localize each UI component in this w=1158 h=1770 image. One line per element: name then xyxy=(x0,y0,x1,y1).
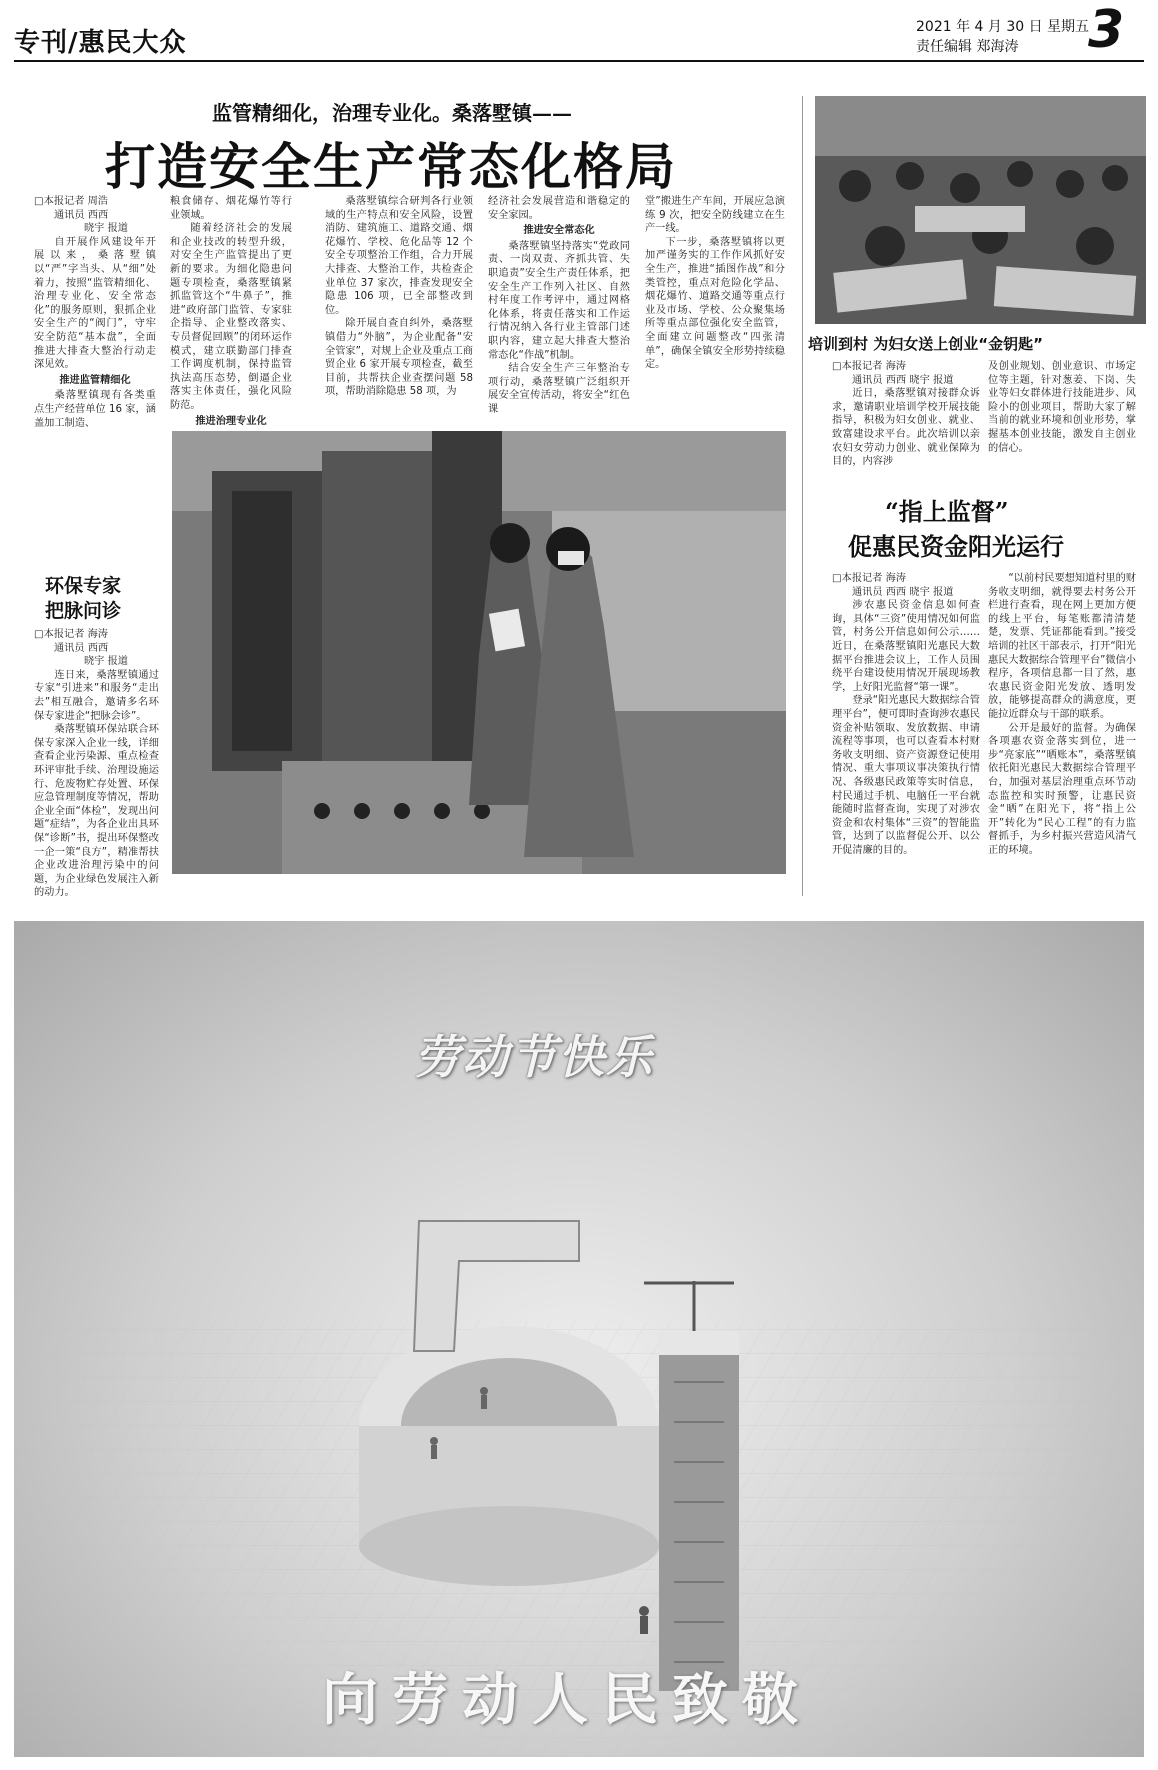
training-column-1 xyxy=(832,360,980,470)
main-subheading-1: 推进监管精细化 xyxy=(59,374,131,386)
main-article-column-5 xyxy=(645,195,785,375)
main-col5-paragraph: 堂”搬进生产车间，开展应急演练 9 次，把安全防线建立在生产一线。 xyxy=(645,196,785,235)
main-col1-paragraph-2: 桑落墅镇现有各类重点生产经营单位 16 家，涵盖加工制造、 xyxy=(34,390,156,429)
main-col1-paragraph: 自开展作风建设年开展以来，桑落墅镇以“严”字当头、从“细”处着力，按照“监管精细化、治理专业化、安全常态化”的服务原则，狠抓企业安全生产的“阀门”，守牢安全防范“基本盘”，全面推进大排查大整治行动走深见效。 xyxy=(34,236,156,371)
training-byline-1: □本报记者 海涛 xyxy=(832,361,906,372)
finger-paragraph-2: 登录“阳光惠民大数据综合管理平台”，便可即时查询涉农惠民资金补贴领取、发放数据、申请流程等事项，也可以查看本村财务收支明细、资产资源登记使用情况、重大事项议事决策执行情况、各级惠民政策等实时信息，村民通过手机、电脑任一平台就能随时监督查询，实现了对涉农资金和农村集体“三资”的智能监管，达到了以监督促公开、以公开促清廉的目的。 xyxy=(832,695,980,856)
environment-byline-2: 通讯员 西西 xyxy=(54,642,109,654)
main-col2-paragraph-2: 随着经济社会的发展和企业技改的转型升级，对安全生产监管提出了更新的要求。为细化隐患问题专项检查，桑落墅镇紧抓监管这个“牛鼻子”，推进“政府部门监管、专家驻企指导、企业整改落实、专员督促回顾”的闭环运作模式，建立联勤部门排查工作调度机制，保持监管执法高压态势，倒逼企业落实主体责任，强化风险防范。 xyxy=(170,223,292,411)
article-kicker: 监管精细化，治理专业化。桑落墅镇—— xyxy=(212,101,572,125)
training-paragraph-1: 近日，桑落墅镇对接群众诉求，邀请职业培训学校开展技能指导，积极为妇女创业、就业、致富建设求平台。此次培训以亲农妇女劳动力创业、就业保障为目的，内容涉 xyxy=(832,388,980,468)
main-col4-paragraph-2: 桑落墅镇坚持落实“党政同责、一岗双责、齐抓共管、失职追责”安全生产责任体系，把安全生产工作列入社区、自然村年度工作考评中，通过网格化体系，将责任落实和工作运行情况纳入各行业主管部门述职内容，建立起大排查大整治常态化“作战”机制。 xyxy=(488,240,630,361)
labor-day-advertisement xyxy=(14,921,1144,1757)
training-photo xyxy=(815,96,1146,324)
finger-paragraph-4: 公开是最好的监督。为确保各项惠农资金落实到位，进一步“亮家底”“晒账本”，桑落墅镇依托阳光惠民大数据综合管理平台，加强对基层治理重点环节动态监控和实时预警，让惠民资金“晒”在阳光下，将“指上公开”转化为“民心工程”的有力监督抓手，为乡村振兴营造风清气正的环境。 xyxy=(988,722,1136,856)
main-col3-paragraph-2: 除开展自查自纠外，桑落墅镇借力“外脑”，为企业配备“安全管家”，对规上企业及重点工商贸企业 6 家开展专项检查，截至目前，共帮扶企业查摆问题 58 项，帮助消除隐患 58 项，为 xyxy=(325,318,473,398)
main-col4-paragraph: 经济社会发展营造和谐稳定的安全家园。 xyxy=(488,196,630,221)
main-article-column-1 xyxy=(34,195,156,429)
article-headline: 打造安全生产常态化格局 xyxy=(105,138,677,196)
main-article-column-4 xyxy=(488,195,630,415)
training-column-2 xyxy=(988,360,1136,470)
environment-column xyxy=(34,628,159,899)
finger-paragraph-3: “以前村民要想知道村里的财务收支明细，就得要去村务公开栏进行查看，现在网上更加方便的线上平台，每笔账都清清楚楚，发票、凭证都能看到。”接受培训的社区干部表示，打开“阳光惠民大数据综合管理平台”微信小程序，各项信息都一目了然，惠农惠民资金阳光发放、透明发放，能够提高群众的满意度，更能拉近群众与干部的联系。 xyxy=(988,573,1136,720)
environment-byline-1: □本报记者 海涛 xyxy=(34,629,108,640)
factory-inspection-photo xyxy=(172,431,786,874)
main-byline-2: 通讯员 西西 xyxy=(54,209,109,221)
main-article-column-3 xyxy=(325,195,473,398)
finger-byline-1: □本报记者 海涛 xyxy=(832,573,906,584)
environment-byline-3: 晓宇 报道 xyxy=(84,656,128,668)
ad-slogan: 向劳动人民致敬 xyxy=(322,1668,812,1733)
header-rule xyxy=(14,60,1144,62)
page-number: 3 xyxy=(1088,0,1125,60)
main-col2-paragraph: 粮食储存、烟花爆竹等行业领域。 xyxy=(170,196,292,221)
page-editor: 责任编辑 郑海涛 xyxy=(916,39,1019,55)
section-name: 专刊/惠民大众 xyxy=(14,28,187,58)
page-date: 2021 年 4 月 30 日 星期五 xyxy=(916,19,1090,35)
main-byline-1: □本报记者 周浩 xyxy=(34,196,108,207)
main-subheading-3: 推进安全常态化 xyxy=(523,225,595,237)
finger-column-1 xyxy=(832,572,980,894)
main-col5-paragraph-2: 下一步，桑落墅镇将以更加严谨务实的工作作风抓好安全生产，推进“插图作战”和分类管控，重点对危险化学品、烟花爆竹、道路交通等重点行业及市场、学校、公众聚集场所等重点部位强化安全监管，全面建立问题整改“四张清单”，确保全镇安全形势持续稳定。 xyxy=(645,236,785,371)
environment-paragraph-2: 桑落墅镇环保站联合环保专家深入企业一线，详细查看企业污染源、重点检查环评审批手续、治理设施运行、危废物贮存处置、环保应急管理制度等情况，帮助企业全面“体检”，发现出问题“症结”，为各企业出具环保“诊断”书，提出环保整改一企一策“良方”，精准帮扶企业改进治理污染中的问题，为企业绿色发展注入新的动力。 xyxy=(34,724,159,899)
training-byline-2: 通讯员 西西 晓宇 报道 xyxy=(852,374,954,386)
environment-title-line-1: 环保专家 xyxy=(45,575,122,597)
finger-byline-2: 通讯员 西西 晓宇 报道 xyxy=(852,586,954,598)
finger-column-2 xyxy=(988,572,1136,894)
ad-number xyxy=(394,1181,400,1192)
finger-title-line-2: 促惠民资金阳光运行 xyxy=(848,532,1064,561)
finger-title-line-1: “指上监督” xyxy=(885,497,1009,526)
column-divider xyxy=(802,96,803,896)
main-article-column-2 xyxy=(170,195,292,427)
training-caption: 培训到村 为妇女送上创业“金钥匙” xyxy=(808,335,1043,353)
training-paragraph-2: 及创业规划、创业意识、市场定位等主题，针对葱姜、下岗、失业等妇女群体进行技能进步、风险小的创业项目，帮助大家了解当前的就业环境和创业形势，掌握基本创业技能，激发自主创业的信心。 xyxy=(988,361,1136,454)
main-col3-paragraph: 桑落墅镇综合研判各行业领域的生产特点和安全风险，设置消防、建筑施工、道路交通、烟花爆竹、学校、危化品等 12 个安全专项整治工作组，合力开展大排查、大整治工作，共检查企业单位 37 家次，排查发现安全隐患 106 项，已全部整改到位。 xyxy=(325,196,473,316)
finger-paragraph-1: 涉农惠民资金信息如何查询，具体“三资”使用情况如何监管，村务公开信息如何公示……近日，在桑落墅镇阳光惠民大数据平台推进会议上，工作人员围绕平台建设使用情况开展现场教学，上好阳光监督“第一课”。 xyxy=(832,600,980,693)
environment-title-line-2: 把脉问诊 xyxy=(45,600,122,622)
environment-paragraph-1: 连日来，桑落墅镇通过专家“引进来”和服务“走出去”相互融合，邀请多名环保专家进企“把脉会诊”。 xyxy=(34,669,159,722)
main-byline-3: 晓宇 报道 xyxy=(84,223,128,235)
ad-greeting: 劳动节快乐 xyxy=(414,1030,654,1084)
main-subheading-2: 推进治理专业化 xyxy=(195,415,267,427)
main-col4-paragraph-3: 结合安全生产三年整治专项行动，桑落墅镇广泛组织开展安全宣传活动，将安全“红色课 xyxy=(488,363,630,415)
